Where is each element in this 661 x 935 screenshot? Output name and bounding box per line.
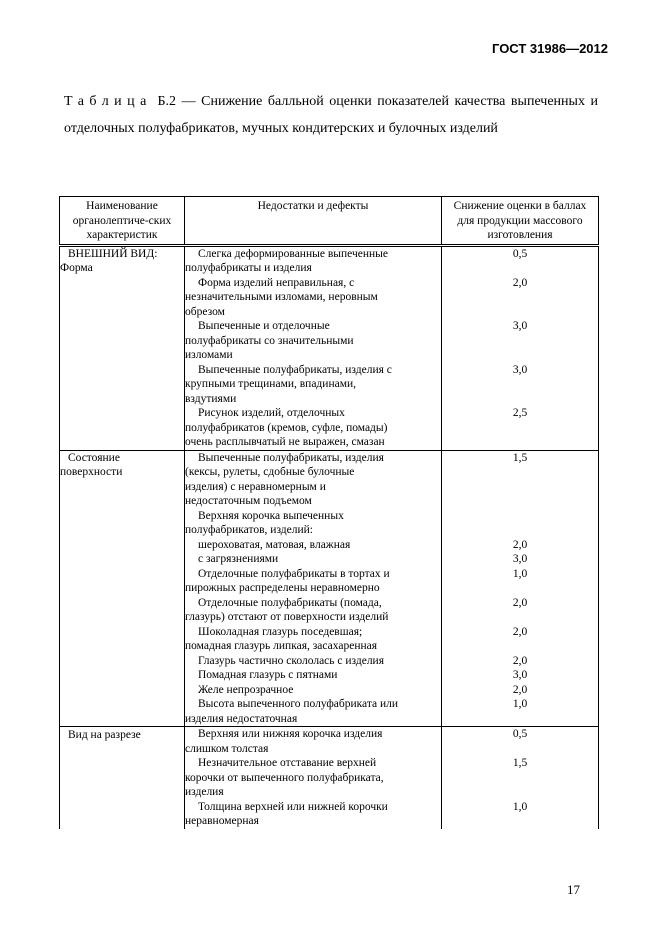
defect-line: недостаточным подъемом	[185, 495, 312, 507]
defect-line: глазурь) отстают от поверхности изделий	[185, 611, 389, 623]
defect-line: шероховатая, матовая, влажная	[198, 538, 351, 551]
standard-code: ГОСТ 31986—2012	[492, 41, 608, 56]
table-caption	[64, 88, 598, 142]
page-number: 17	[567, 882, 580, 897]
score-reduction-value: 1,0	[442, 567, 599, 596]
defect-line: очень расплывчатый не выражен, смазан	[185, 436, 385, 448]
defect-description	[185, 406, 442, 450]
defect-line: с загрязнениями	[198, 553, 279, 565]
score-reduction-value: 1,0	[442, 697, 599, 727]
table-row	[60, 245, 599, 276]
defect-line: пирожных распределены неравномерно	[185, 582, 380, 594]
characteristic-label: Форма	[60, 262, 93, 274]
score-reduction-value: 0,5	[442, 245, 599, 276]
score-reduction-value: 1,5	[442, 756, 599, 800]
defect-line: изделия	[185, 786, 224, 798]
column-header-defects: Недостатки и дефекты	[185, 197, 442, 246]
table-row	[60, 727, 599, 757]
defect-description	[185, 697, 442, 727]
defect-description	[185, 596, 442, 625]
defect-line: Высота выпеченного полуфабриката или	[198, 698, 399, 710]
defect-description	[185, 727, 442, 757]
table-row	[60, 450, 599, 509]
defect-line: Рисунок изделий, отделочных	[198, 407, 345, 419]
defect-line: полуфабрикатов (кремов, суфле, помады)	[185, 421, 388, 434]
defect-line: обрезом	[185, 305, 225, 318]
score-reduction-value: 3,0	[442, 668, 599, 683]
defect-description	[185, 245, 442, 276]
defect-description	[185, 450, 442, 509]
defect-description	[185, 756, 442, 800]
defect-line: крупными трещинами, впадинами,	[185, 378, 357, 390]
score-reduction-value: 0,5	[442, 727, 599, 757]
score-reduction-value: 3,0	[442, 319, 599, 363]
defect-description	[185, 668, 442, 683]
defect-line: изделия недостаточная	[185, 712, 298, 725]
defect-description	[185, 625, 442, 654]
characteristic-label: ВНЕШНИЙ ВИД:	[68, 247, 158, 260]
defect-line: (кексы, рулеты, сдобные булочные	[185, 466, 355, 478]
column-header-score-reduction: Снижение оценки в баллах для продукции массового изготовления	[442, 197, 599, 246]
defect-line: Слегка деформированные выпеченные	[198, 247, 388, 260]
score-reduction-value: 2,5	[442, 406, 599, 450]
defect-description	[185, 509, 442, 538]
defect-line: помадная глазурь липкая, засахаренная	[185, 640, 378, 652]
defect-line: Верхняя корочка выпеченных	[198, 509, 344, 522]
caption-number: Б.2	[157, 94, 176, 109]
defect-description	[185, 683, 442, 698]
defect-description	[185, 538, 442, 553]
defect-description	[185, 800, 442, 829]
defect-description	[185, 319, 442, 363]
caption-label: Таблица	[64, 94, 152, 109]
defect-line: Шоколадная глазурь поседевшая;	[198, 625, 363, 638]
defect-line: Выпеченные полуфабрикаты, изделия с	[198, 363, 392, 376]
characteristic-label: поверхности	[60, 466, 123, 478]
defect-description	[185, 567, 442, 596]
defect-line: Желе непрозрачное	[198, 683, 294, 696]
defect-line: полуфабрикаты и изделия	[185, 262, 312, 274]
defect-line: Толщина верхней или нижней корочки	[198, 800, 388, 813]
characteristic-label: Состояние	[68, 451, 120, 464]
defect-line: вздутиями	[185, 392, 237, 405]
score-reduction-value	[442, 509, 599, 538]
defect-line: полуфабрикаты со значительными	[185, 334, 354, 347]
score-reduction-value: 2,0	[442, 276, 599, 320]
score-reduction-value: 2,0	[442, 683, 599, 698]
defect-line: Выпеченные и отделочные	[198, 320, 330, 332]
defect-line: незначительными изломами, неровным	[185, 291, 378, 303]
defect-line: Помадная глазурь с пятнами	[198, 669, 338, 681]
defect-line: изделия) с неравномерным и	[185, 480, 326, 493]
score-reduction-value: 3,0	[442, 363, 599, 407]
defect-line: изломами	[185, 349, 233, 361]
defect-line: Выпеченные полуфабрикаты, изделия	[198, 451, 384, 464]
defect-description	[185, 363, 442, 407]
defect-line: Форма изделий неправильная, с	[198, 276, 355, 289]
score-reduction-value: 2,0	[442, 654, 599, 669]
defect-line: Верхняя или нижняя корочка изделия	[198, 728, 383, 740]
score-reduction-value: 2,0	[442, 538, 599, 553]
score-reduction-value: 2,0	[442, 625, 599, 654]
score-reduction-value: 1,0	[442, 800, 599, 829]
caption-text: — Снижение балльной оценки показателей качества выпеченных и отделочных полуфабрикатов, мучных кондитерских и булочных изделий	[64, 94, 599, 136]
characteristic-cell	[60, 245, 185, 450]
defect-description	[185, 552, 442, 567]
defect-line: Глазурь частично скололась с изделия	[198, 654, 384, 667]
defect-line: Отделочные полуфабрикаты (помада,	[198, 596, 382, 609]
column-header-characteristic: Наименование органолептиче-ских характеристик	[60, 197, 185, 246]
characteristic-cell	[60, 450, 185, 727]
characteristic-label: Вид на разрезе	[68, 729, 141, 741]
defect-line: Незначительное отставание верхней	[198, 757, 377, 769]
defect-description	[185, 276, 442, 320]
defect-line: Отделочные полуфабрикаты в тортах и	[198, 567, 390, 580]
defect-line: неравномерная	[185, 815, 259, 827]
defect-line: слишком толстая	[185, 742, 269, 755]
defect-line: полуфабрикатов, изделий:	[185, 524, 313, 536]
score-reduction-value: 1,5	[442, 450, 599, 509]
defect-description	[185, 654, 442, 669]
defect-line: корочки от выпеченного полуфабриката,	[185, 771, 384, 784]
characteristic-cell	[60, 727, 185, 829]
score-reduction-value: 3,0	[442, 552, 599, 567]
score-reduction-value: 2,0	[442, 596, 599, 625]
defects-table	[59, 196, 599, 829]
